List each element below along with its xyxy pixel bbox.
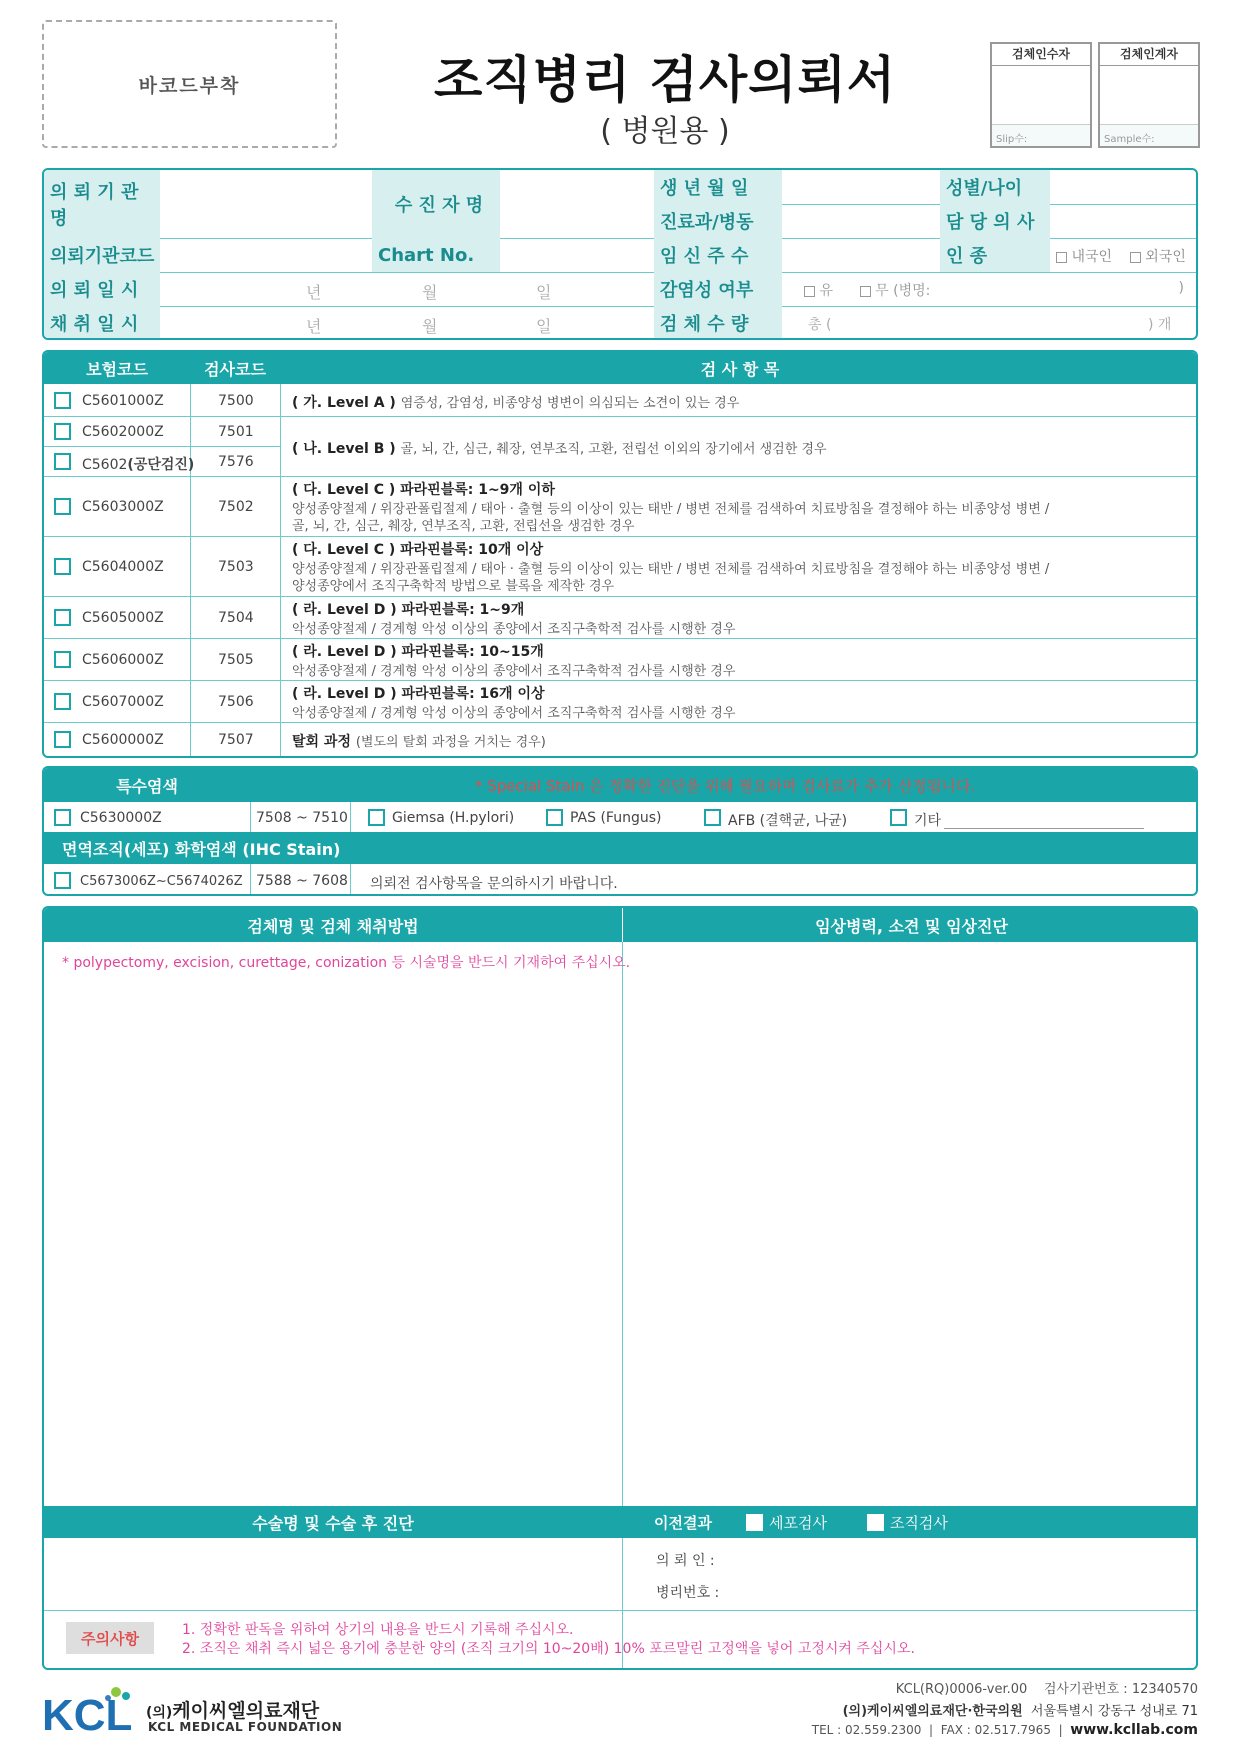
specimen-box — [42, 906, 1198, 1670]
surgery-input[interactable] — [44, 1538, 622, 1610]
special-notice: * Special Stain 은 정확한 진단을 위해 필요하며 검사료가 추가 산정됩니다. — [474, 776, 976, 795]
test-desc-2: 양성종양에서 조직구축학적 방법으로 블록을 제작한 경우 — [292, 579, 615, 594]
test-title-text: 탈회 과정 — [292, 734, 351, 750]
org-address — [760, 1700, 1198, 1719]
org-name-en: KCL MEDICAL FOUNDATION — [148, 1720, 343, 1734]
tel: TEL : 02.559.2300 — [811, 1723, 922, 1737]
requester-label: 의 뢰 인 : — [656, 1553, 715, 1569]
test-code: 7507 — [218, 732, 254, 748]
infection-options — [804, 280, 1194, 300]
col-insurance: 보험코드 — [44, 352, 190, 384]
label-pregnancy: 임 신 주 수 — [654, 238, 782, 272]
form-title: 조직병리 검사의뢰서 — [433, 51, 897, 109]
test-title-text: ( 가. Level A ) — [292, 395, 396, 411]
test-code: 7506 — [218, 694, 254, 710]
prev-result-bar — [622, 1506, 1198, 1538]
race-foreign-label: 외국인 — [1145, 249, 1186, 265]
test-desc: 양성종양절제 / 위장관폴립절제 / 태아 · 출혈 등의 이상이 있는 태반 / 병변 전체를 검색하여 치료방침을 결정해야 하는 비종양성 병변 / — [292, 502, 1050, 517]
giemsa-checkbox[interactable] — [368, 809, 385, 826]
race-foreign-checkbox[interactable] — [1130, 252, 1141, 263]
test-title — [292, 438, 827, 458]
test-title: ( 다. Level C ) 파라핀블록: 10개 이상 — [292, 542, 544, 558]
special-header: 특수염색 — [44, 768, 250, 802]
test-code: 7505 — [218, 652, 254, 668]
label-dept: 진료과/병동 — [654, 204, 782, 238]
ihc-checkbox[interactable] — [54, 872, 71, 889]
test-desc-2: 골, 뇌, 간, 심근, 췌장, 연부조직, 고환, 전립선을 생검한 경우 — [292, 519, 635, 534]
label-patient: 수 진 자 명 — [372, 170, 500, 238]
fax: FAX : 02.517.7965 — [940, 1723, 1051, 1737]
test-checkbox-7501[interactable] — [54, 423, 71, 440]
test-desc: 악성종양절제 / 경계형 악성 이상의 종양에서 조직구축학적 검사를 시행한 경우 — [292, 664, 736, 679]
ihc-ins-code: C5673006Z~C5674026Z — [80, 874, 243, 889]
path-no-label: 병리번호 : — [656, 1585, 720, 1601]
request-month: 월 — [422, 283, 438, 302]
test-title: ( 라. Level D ) 파라핀블록: 10~15개 — [292, 644, 544, 660]
pas-checkbox[interactable] — [546, 809, 563, 826]
prev-tissue-label: 조직검사 — [889, 1513, 948, 1532]
test-code: 7501 — [218, 424, 254, 440]
ins-code: C5604000Z — [82, 559, 164, 575]
stamp-deliverer[interactable] — [1098, 42, 1200, 148]
request-day: 일 — [536, 283, 552, 302]
special-ins-code: C5630000Z — [80, 810, 162, 826]
test-title: ( 라. Level D ) 파라핀블록: 1~9개 — [292, 602, 525, 618]
ins-code: C5606000Z — [82, 652, 164, 668]
test-title: ( 라. Level D ) 파라핀블록: 16개 이상 — [292, 686, 545, 702]
label-gender-age: 성별/나이 — [940, 170, 1050, 204]
race-domestic-label: 내국인 — [1071, 249, 1113, 265]
note-line-1: 1. 정확한 판독을 위하여 상기의 내용을 반드시 기록해 주십시오. — [182, 1622, 574, 1638]
infection-no-checkbox[interactable] — [860, 286, 871, 297]
specimen-note: * polypectomy, excision, curettage, conization 등 시술명을 반드시 기재하여 주십시오. — [62, 955, 631, 971]
collect-year: 년 — [306, 317, 322, 336]
afb-checkbox[interactable] — [704, 809, 721, 826]
other-checkbox[interactable] — [890, 809, 907, 826]
website-link[interactable]: www.kcllab.com — [1070, 1722, 1198, 1738]
test-code: 7502 — [218, 499, 254, 515]
birth-input[interactable] — [782, 170, 940, 204]
label-institution: 의 뢰 기 관 명 — [44, 170, 160, 238]
prev-tissue-checkbox[interactable] — [867, 1514, 884, 1531]
test-checkbox-7507[interactable] — [54, 731, 71, 748]
test-checkbox-7502[interactable] — [54, 498, 71, 515]
ins-code-text: C5602 — [82, 457, 128, 473]
surgery-header: 수술명 및 수술 후 진단 — [44, 1506, 622, 1538]
org-name-ko — [146, 1696, 319, 1723]
test-checkbox-7576[interactable] — [54, 453, 71, 470]
col-items: 검 사 항 목 — [280, 352, 1198, 384]
prev-header: 이전결과 — [654, 1513, 712, 1532]
ins-code: C5607000Z — [82, 694, 164, 710]
other-label: 기타 — [914, 813, 942, 829]
test-code: 7500 — [218, 393, 254, 409]
test-code: 7504 — [218, 610, 254, 626]
ins-code — [82, 454, 194, 474]
special-stain-box — [42, 766, 1198, 896]
patient-input[interactable] — [500, 170, 654, 238]
test-code: 7503 — [218, 559, 254, 575]
label-collect-date: 채 취 일 시 — [44, 306, 160, 340]
test-checkbox-7506[interactable] — [54, 693, 71, 710]
logo-text: KCL — [42, 1691, 133, 1734]
test-desc: 골, 뇌, 간, 심근, 췌장, 연부조직, 고환, 전립선 이외의 장기에서 생검한 경우 — [400, 442, 827, 457]
institution-number: 검사기관번호 : 12340570 — [1043, 1682, 1198, 1697]
clinical-header: 임상병력, 소견 및 임상진단 — [622, 908, 1198, 942]
qty-unit: ) 개 — [1148, 317, 1172, 333]
request-year: 년 — [306, 283, 322, 302]
clinical-input[interactable] — [623, 942, 1198, 1412]
stamp-deliverer-title: 검체인계자 — [1100, 44, 1198, 66]
test-title — [292, 392, 739, 412]
specimen-input[interactable] — [44, 942, 622, 1412]
test-desc: 악성종양절제 / 경계형 악성 이상의 종양에서 조직구축학적 검사를 시행한 경우 — [292, 706, 736, 721]
special-code: 7508 ~ 7510 — [256, 810, 348, 826]
dept-input[interactable] — [782, 204, 940, 238]
barcode-area — [42, 20, 337, 148]
form-number: KCL(RQ)0006-ver.00 — [895, 1682, 1028, 1697]
form-info — [820, 1678, 1198, 1697]
test-checkbox-7500[interactable] — [54, 392, 71, 409]
infection-name-label: (병명: — [893, 283, 931, 299]
test-checkbox-7503[interactable] — [54, 558, 71, 575]
ins-code: C5605000Z — [82, 610, 164, 626]
test-checkbox-7504[interactable] — [54, 609, 71, 626]
test-desc: 염증성, 감염성, 비종양성 병변이 의심되는 소견이 있는 경우 — [400, 396, 740, 411]
test-desc: 양성종양절제 / 위장관폴립절제 / 태아 · 출혈 등의 이상이 있는 태반 / 병변 전체를 검색하여 치료방침을 결정해야 하는 비종양성 병변 / — [292, 562, 1050, 577]
stamp-receiver[interactable] — [990, 42, 1092, 148]
race-domestic-checkbox[interactable] — [1056, 252, 1067, 263]
label-infection: 감염성 여부 — [654, 272, 782, 306]
org-prefix: (의) — [146, 1705, 173, 1721]
stamp-receiver-title: 검체인수자 — [992, 44, 1090, 66]
infection-close: ) — [1178, 280, 1184, 296]
collect-day: 일 — [536, 317, 552, 336]
note-line-2: 2. 조직은 채취 즉시 넓은 용기에 충분한 양의 (조직 크기의 10~20배) 10% 포르말린 고정액을 넣어 고정시켜 주십시오. — [182, 1641, 915, 1657]
special-checkbox[interactable] — [54, 809, 71, 826]
other-input-line[interactable] — [944, 828, 1144, 829]
org-line: (의)케이씨엘의료재단·한국의원 — [842, 1704, 1023, 1719]
test-code: 7576 — [218, 454, 254, 470]
prev-cyto-label: 세포검사 — [768, 1513, 827, 1532]
special-notice-bar — [250, 768, 1198, 802]
ihc-text: 의뢰전 검사항목을 문의하시기 바랍니다. — [370, 876, 618, 892]
label-doctor: 담 당 의 사 — [940, 204, 1050, 238]
ins-code-bold: (공단검진) — [127, 457, 195, 473]
kcl-logo — [42, 1684, 162, 1734]
test-desc: 악성종양절제 / 경계형 악성 이상의 종양에서 조직구축학적 검사를 시행한 경우 — [292, 622, 736, 637]
ins-code: C5602000Z — [82, 424, 164, 440]
stamp-receiver-footer: Slip수: — [992, 124, 1090, 146]
infection-yes-checkbox[interactable] — [804, 286, 815, 297]
test-table — [42, 350, 1198, 758]
collect-month: 월 — [422, 317, 438, 336]
label-birth: 생 년 월 일 — [654, 170, 782, 204]
infection-yes-label: 유 — [819, 283, 833, 299]
patient-info-box — [42, 168, 1198, 340]
address: 서울특별시 강동구 성내로 71 — [1030, 1704, 1198, 1719]
notes-label: 주의사항 — [66, 1622, 154, 1654]
barcode-label: 바코드부착 — [138, 74, 241, 97]
test-title: ( 다. Level C ) 파라핀블록: 1~9개 이하 — [292, 482, 555, 498]
ins-code: C5601000Z — [82, 393, 164, 409]
ins-code: C5603000Z — [82, 499, 164, 515]
infection-no-label: 무 — [875, 283, 889, 299]
form-subtitle: ( 병원용 ) — [600, 114, 730, 149]
test-title-text: ( 나. Level B ) — [292, 441, 396, 457]
ihc-header: 면역조직(세포) 화학염색 (IHC Stain) — [44, 832, 1198, 864]
test-title — [292, 731, 546, 751]
institution-input[interactable] — [160, 170, 372, 238]
qty-total: 총 ( — [808, 317, 832, 333]
stamp-deliverer-footer: Sample수: — [1100, 124, 1198, 146]
label-request-date: 의 뢰 일 시 — [44, 272, 160, 306]
ins-code: C5600000Z — [82, 732, 164, 748]
label-inst-code: 의뢰기관코드 — [44, 238, 160, 272]
test-checkbox-7505[interactable] — [54, 651, 71, 668]
col-code: 검사코드 — [190, 352, 280, 384]
prev-cyto-checkbox[interactable] — [746, 1514, 763, 1531]
label-sample-qty: 검 체 수 량 — [654, 306, 782, 340]
org-name-ko-text: 케이씨엘의료재단 — [172, 1700, 320, 1722]
test-desc: (별도의 탈회 과정을 거치는 경우) — [355, 735, 546, 750]
specimen-header: 검체명 및 검체 채취방법 — [44, 908, 622, 942]
label-chart-no: Chart No. — [372, 238, 500, 272]
label-race: 인 종 — [940, 238, 1050, 272]
contact-info: TEL : 02.559.2300 | FAX : 02.517.7965 | www.kcllab.com — [811, 1722, 1198, 1738]
ihc-code: 7588 ~ 7608 — [256, 873, 348, 889]
afb-label: AFB (결핵균, 나균) — [728, 813, 848, 829]
giemsa-label: Giemsa (H.pylori) — [392, 810, 515, 826]
race-options — [1056, 246, 1186, 266]
pas-label: PAS (Fungus) — [570, 810, 662, 826]
